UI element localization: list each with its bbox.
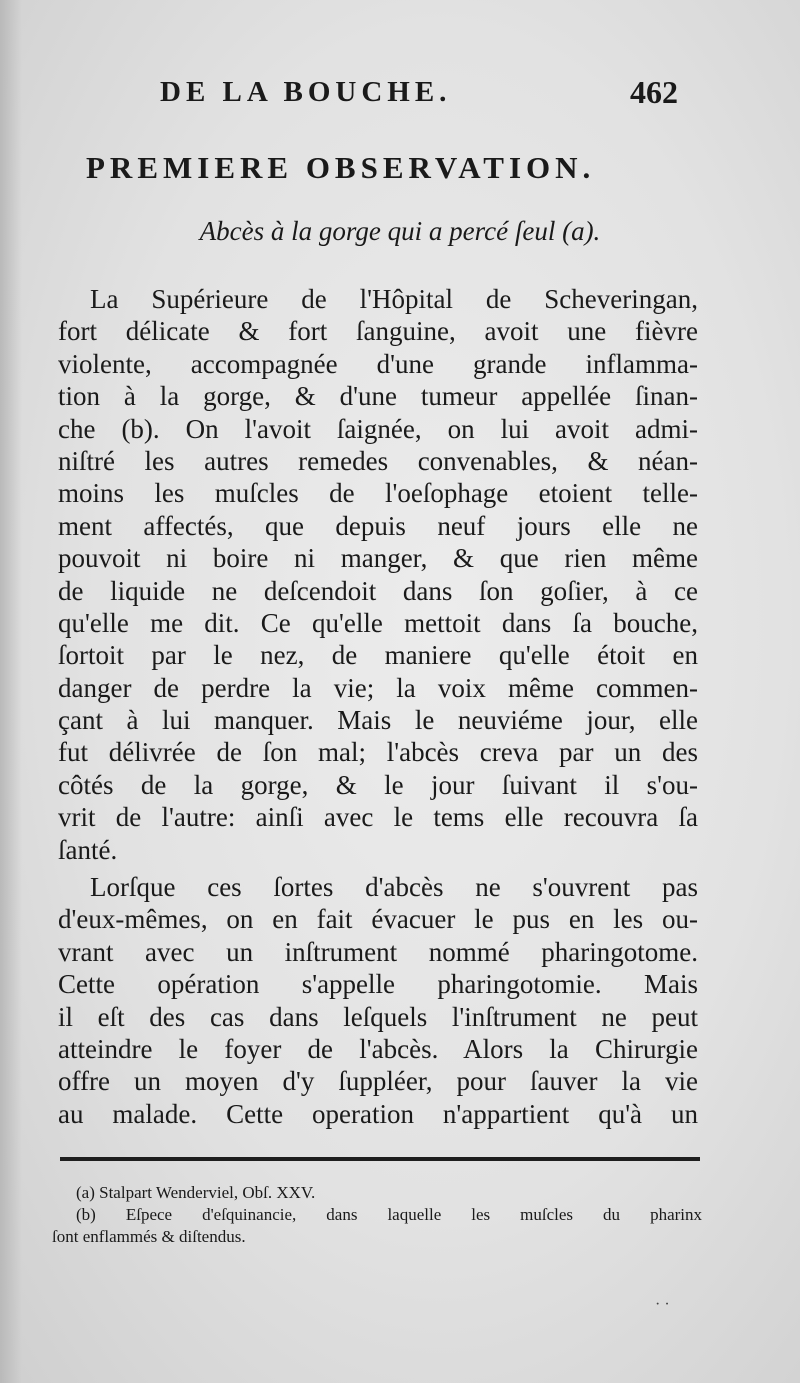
text-line: çant à lui manquer. Mais le neuviéme jour, elle bbox=[58, 705, 698, 736]
text-line: offre un moyen d'y ſuppléer, pour ſauver la vie bbox=[58, 1066, 698, 1097]
text-line: pouvoit ni boire ni manger, & que rien même bbox=[58, 543, 698, 574]
text-line: vrant avec un inſtrument nommé pharingotome. bbox=[58, 936, 698, 967]
text-line: moins les muſcles de l'oeſophage etoient telle- bbox=[58, 478, 698, 509]
text-line: che (b). On l'avoit ſaignée, on lui avoit admi- bbox=[58, 413, 698, 444]
text-line: ſanté. bbox=[58, 834, 118, 865]
observation-subtitle: Abcès à la gorge qui a percé ſeul (a). bbox=[199, 216, 601, 246]
text-line: au malade. Cette operation n'appartient qu'à un bbox=[58, 1098, 698, 1129]
text-line: ment affectés, que depuis neuf jours elle ne bbox=[58, 510, 698, 541]
text-line: de liquide ne deſcendoit dans ſon goſier, à ce bbox=[58, 575, 698, 606]
text-line: il eſt des cas dans leſquels l'inſtrument ne peut bbox=[58, 1001, 698, 1032]
running-title: DE LA BOUCHE. bbox=[160, 76, 452, 108]
text-line: Cette opération s'appelle pharingotomie. Mais bbox=[58, 969, 698, 1000]
text-line: tion à la gorge, & d'une tumeur appellée ſinan- bbox=[58, 381, 698, 412]
text-line: côtés de la gorge, & le jour ſuivant il s'ou- bbox=[58, 769, 698, 800]
body-paragraph-1 bbox=[58, 283, 698, 866]
footnotes bbox=[52, 1182, 702, 1248]
text-line: vrit de l'autre: ainſi avec le tems elle recouvra ſa bbox=[58, 802, 698, 833]
stray-ink-mark: · · bbox=[655, 1296, 670, 1313]
text-line: ſortoit par le nez, de maniere qu'elle étoit en bbox=[58, 640, 698, 671]
text-line: fort délicate & fort ſanguine, avoit une fièvre bbox=[58, 316, 698, 347]
text-line: fut délivrée de ſon mal; l'abcès creva par un des bbox=[58, 737, 698, 768]
text-line: danger de perdre la vie; la voix même commen- bbox=[58, 672, 698, 703]
page-number: 462 bbox=[630, 74, 678, 110]
text-line: qu'elle me dit. Ce qu'elle mettoit dans ſa bouche, bbox=[58, 607, 698, 638]
footnote-a: (a) Stalpart Wenderviel, Obſ. XXV. bbox=[76, 1183, 316, 1202]
footnote-divider bbox=[60, 1157, 700, 1161]
body-paragraph-2 bbox=[58, 871, 698, 1130]
text-line: La Supérieure de l'Hôpital de Scheveringan, bbox=[90, 284, 698, 314]
page-gutter-shadow bbox=[0, 0, 22, 1383]
text-line: Lorſque ces ſortes d'abcès ne s'ouvrent pas bbox=[90, 872, 698, 902]
running-head bbox=[0, 76, 800, 116]
text-line: atteindre le foyer de l'abcès. Alors la Chirurgie bbox=[58, 1033, 698, 1064]
section-heading: PREMIERE OBSERVATION. bbox=[86, 150, 596, 185]
text-line: d'eux-mêmes, on en fait évacuer le pus en les ou- bbox=[58, 904, 698, 935]
text-line: violente, accompagnée d'une grande inflamma- bbox=[58, 348, 698, 379]
text-line: niſtré les autres remedes convenables, & néan- bbox=[58, 445, 698, 476]
footnote-b: (b) Eſpece d'eſquinancie, dans laquelle les muſcles du pharinx bbox=[76, 1205, 702, 1224]
footnote-b-continued: ſont enflammés & diſtendus. bbox=[52, 1227, 246, 1246]
